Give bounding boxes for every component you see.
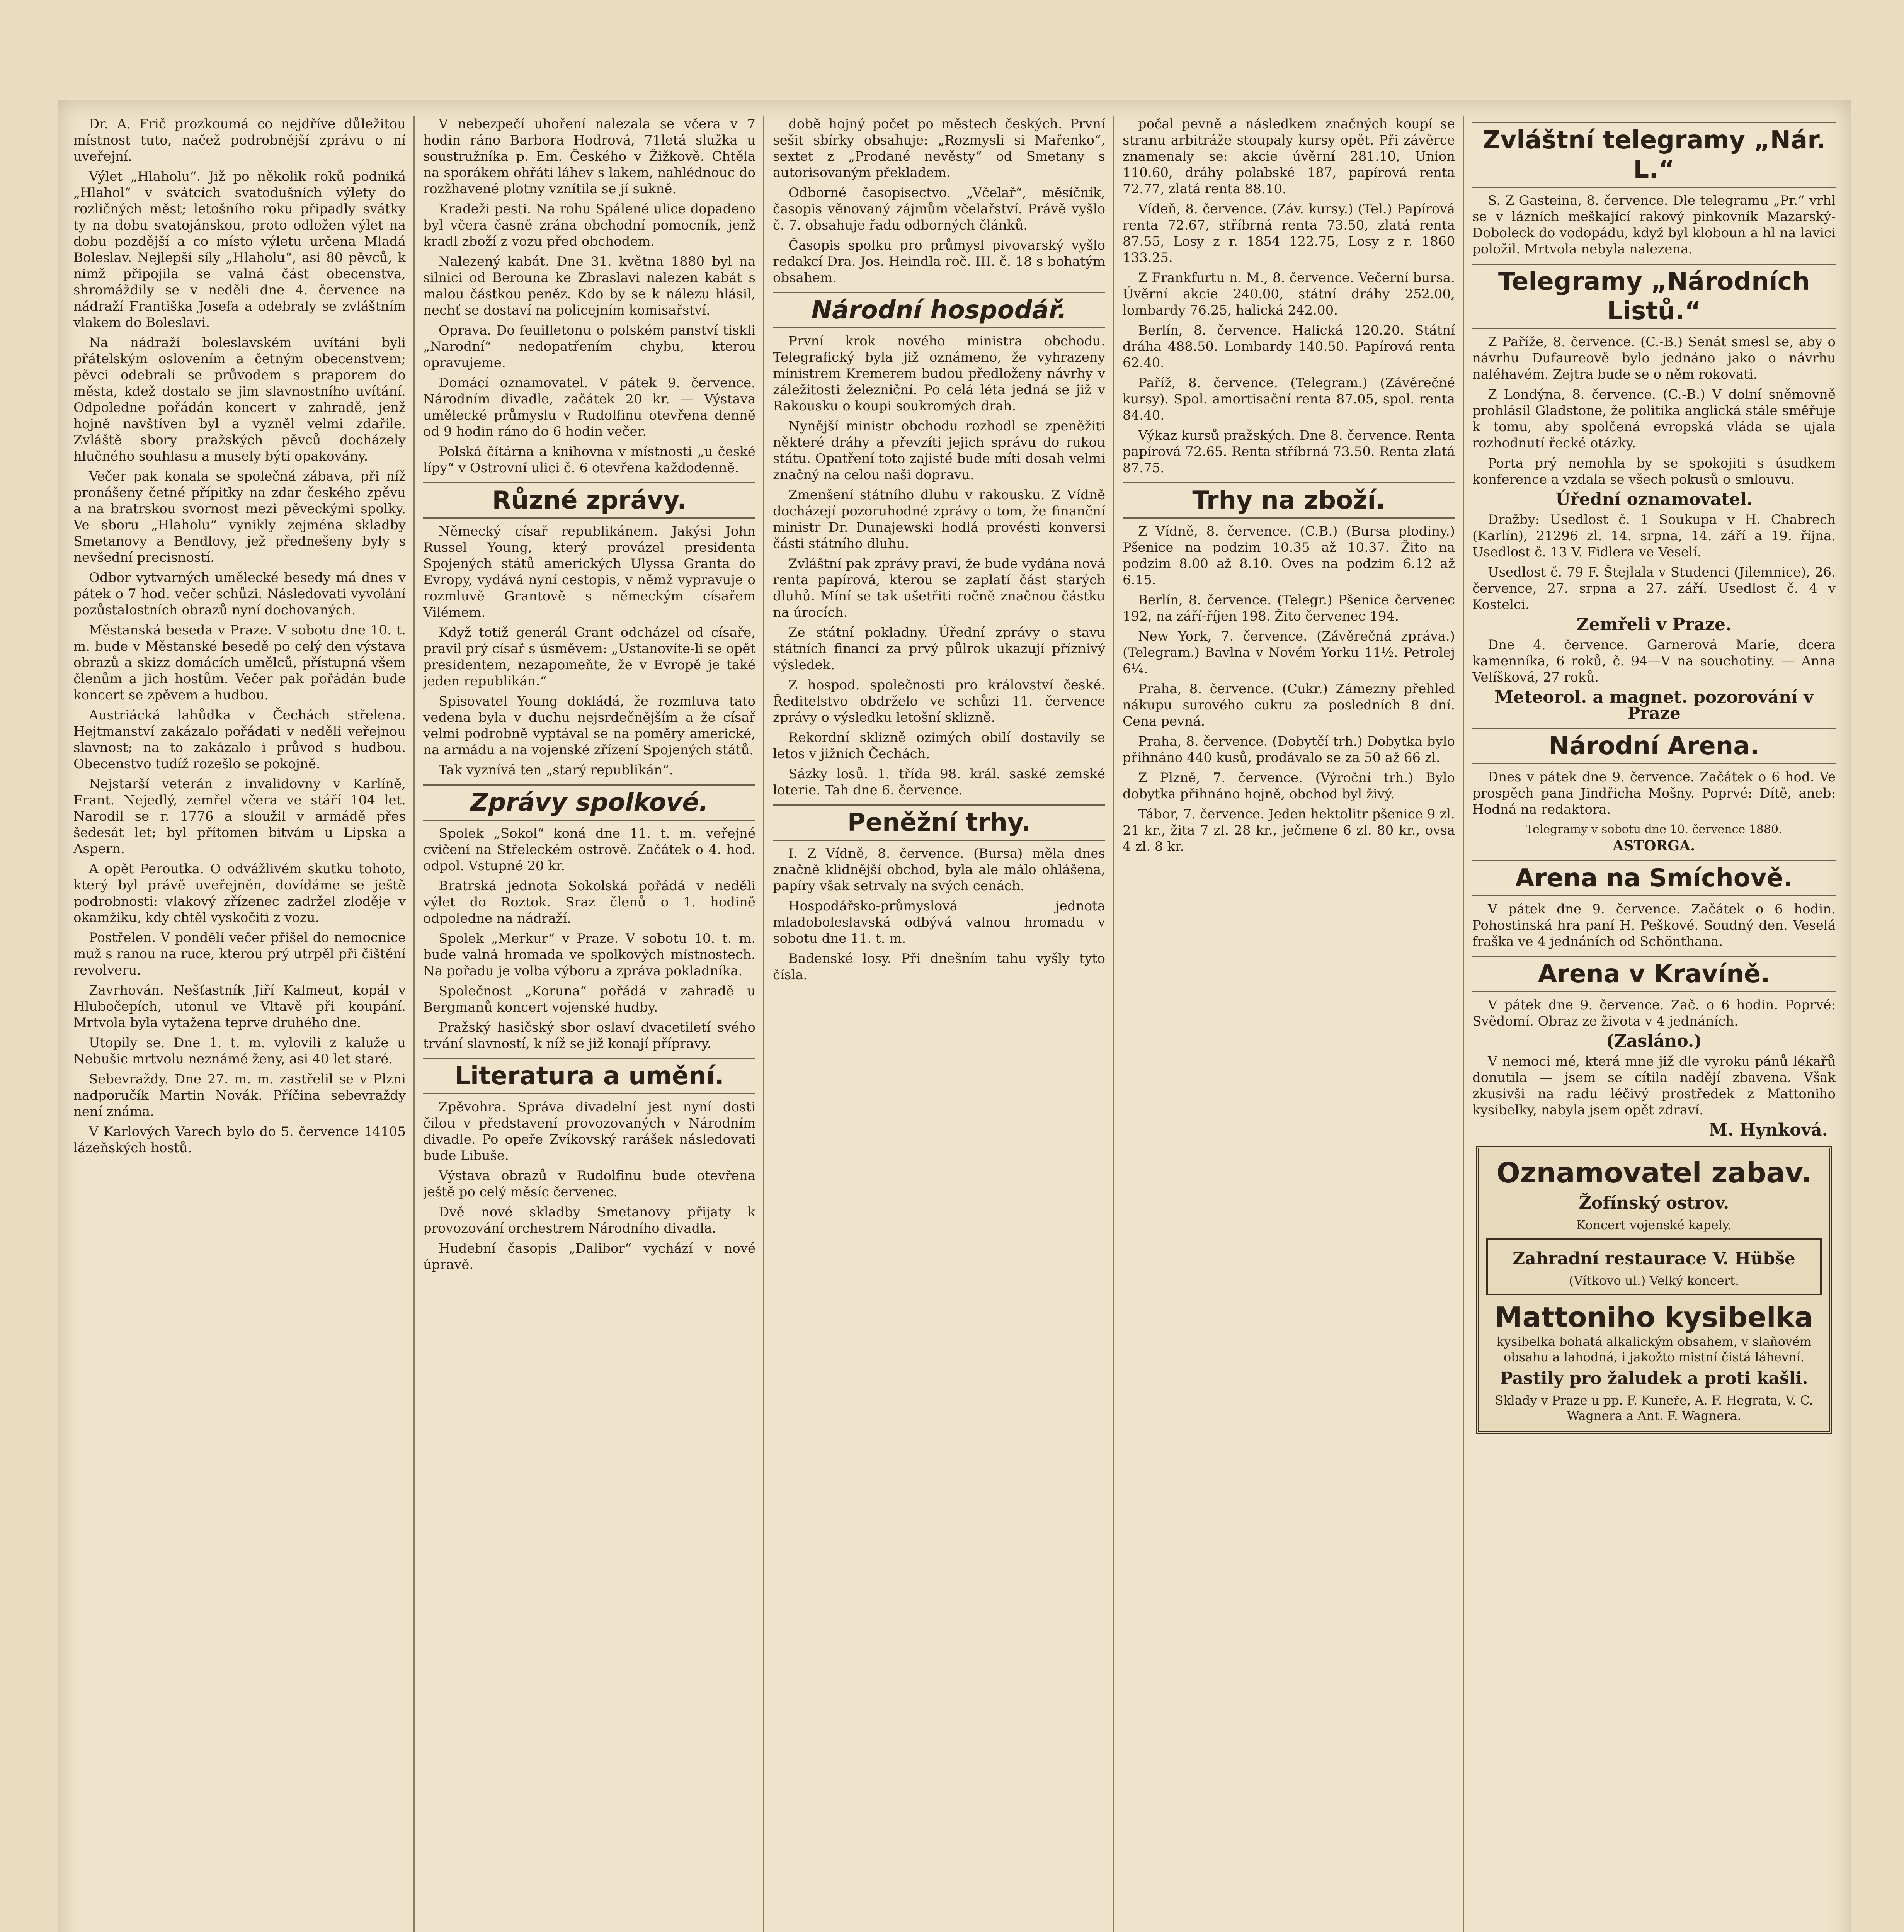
article-paragraph: Zpěvohra. Správa divadelní jest nyní dosti čilou v představení provozovaných v Národním divadle. Po opeře Zvíkovský rarášek následovati bude Libuše. <box>423 1099 755 1163</box>
deaths-text: Dne 4. července. Garnerová Marie, dcera kamenníka, 6 roků, č. 94—V na souchotiny. — Anna Velíšková, 27 roků. <box>1472 637 1836 685</box>
section-heading: Úřední oznamovatel. <box>1555 490 1753 509</box>
article-paragraph: Berlín, 8. července. Halická 120.20. Státní dráha 488.50. Lombardy 140.50. Papírová renta 62.40. <box>1123 323 1455 371</box>
ad-line: Koncert vojenské kapely. <box>1576 1218 1732 1232</box>
article-paragraph: Časopis spolku pro průmysl pivovarský vyšlo redakcí Dra. Jos. Heindla roč. III. č. 18 s bohatým obsahem. <box>773 238 1105 286</box>
ad-title: Oznamovatel zabav. <box>1496 1156 1812 1189</box>
theatre-heading: Arena na Smíchově. <box>1472 860 1836 896</box>
article-paragraph: Společnost „Koruna“ pořádá v zahradě u Bergmanů koncert vojenské hudby. <box>423 983 755 1015</box>
article-paragraph: V Karlových Varech bylo do 5. července 14105 lázeňských hostů. <box>73 1124 406 1156</box>
section-heading: Různé zprávy. <box>423 482 755 519</box>
article-paragraph: Polská čítárna a knihovna v místnosti „u české lípy“ v Ostrovní ulici č. 6 otevřena každodenně. <box>423 444 755 476</box>
section-heading: (Zasláno.) <box>1606 1031 1702 1051</box>
article-paragraph: počal pevně a následkem značných koupí se stranu arbitráže stoupaly kursy opět. Při závěrce znamenaly se: akcie úvěrní 281.10, Union 110.60, dráhy polabské 187, papírová renta 72.77, zlatá renta 88.10. <box>1123 116 1455 197</box>
telegram-name: ASTORGA. <box>1613 838 1695 854</box>
article-paragraph: Paříž, 8. července. (Telegram.) (Závěrečné kursy). Spol. amortisační renta 87.05, spol. renta 84.40. <box>1123 375 1455 423</box>
article-paragraph: Nalezený kabát. Dne 31. května 1880 byl na silnici od Berouna ke Zbraslavi nalezen kabát s malou částkou peněz. Kdo by se k nálezu hlásil, nechť se dostaví na policejním komisařství. <box>423 254 755 318</box>
article-paragraph: Badenské losy. Při dnešním tahu vyšly tyto čísla. <box>773 951 1105 983</box>
article-paragraph: Z Frankfurtu n. M., 8. července. Večerní bursa. Úvěrní akcie 240.00, státní dráhy 252.00, lombardy 76.25, halická 242.00. <box>1123 270 1455 318</box>
article-paragraph: Praha, 8. července. (Cukr.) Zámezny přehled nákupu surového cukru za posledních 8 dní. Cena pevná. <box>1123 681 1455 729</box>
article-paragraph: Dr. A. Frič prozkoumá co nejdříve důležitou místnost tuto, načež podrobnější zprávu o ní uveřejní. <box>73 116 406 164</box>
section-heading: Peněžní trhy. <box>773 804 1105 841</box>
article-paragraph: Kradeži pesti. Na rohu Spálené ulice dopadeno byl včera časně zrána obchodní pomocník, jenž kradl zboží z vozu před obchodem. <box>423 201 755 249</box>
article-paragraph: Porta prý nemohla by se spokojiti s úsudkem konference a vzdala se všech pokusů o smlouvu. <box>1472 456 1836 487</box>
article-paragraph: Berlín, 8. července. (Telegr.) Pšenice červenec 192, na září-říjen 198. Žito červenec 194. <box>1123 592 1455 624</box>
letter-signature: M. Hynková. <box>1709 1120 1828 1140</box>
article-paragraph: Pražský hasičský sbor oslaví dvacetiletí svého trvání slavností, k níž se již konají přípravy. <box>423 1020 755 1051</box>
theatre-heading: Arena v Kravíně. <box>1472 956 1836 992</box>
article-paragraph: Utopily se. Dne 1. t. m. vylovili z kaluže u Nebušic mrtvolu neznámé ženy, asi 40 let staré. <box>73 1035 406 1067</box>
column-rule <box>1113 116 1114 1932</box>
article-paragraph: Z Paříže, 8. července. (C.-B.) Senát smesl se, aby o návrhu Dufaureově bylo jednáno jako o návrhu naléhavém. Zejtra bude se o něm rokovati. <box>1472 334 1836 382</box>
ad-mattoni-title: Mattoniho kysibelka <box>1494 1301 1814 1333</box>
article-paragraph: Bratrská jednota Sokolská pořádá v neděli výlet do Roztok. Sraz členů o 1. hodině odpoledne na nádraží. <box>423 878 755 926</box>
article-paragraph: Spolek „Merkur“ v Praze. V sobotu 10. t. m. bude valná hromada ve spolkových místnostech. Na pořadu je volba výboru a zpráva pokladníka. <box>423 931 755 979</box>
article-paragraph: Z Plzně, 7. července. (Výroční trh.) Bylo dobytka přihnáno hojně, obchod byl živý. <box>1123 770 1455 802</box>
article-paragraph: Usedlost č. 79 F. Štejlala v Studenci (Jilemnice), 26. července, 27. srpna a 27. září. Usedlost č. 4 v Kostelci. <box>1472 565 1836 612</box>
telegram-date: Telegramy v sobotu dne 10. července 1880. <box>1526 823 1782 836</box>
article-paragraph: Německý císař republikánem. Jakýsi John Russel Young, který provázel presidenta Spojených států amerických Ulyssa Granta do Evropy, vydává nyní cestopis, v němž vypravuje o rozmluvě Grantově s německým císařem Vilémem. <box>423 524 755 620</box>
article-paragraph: Spisovatel Young dokládá, že rozmluva tato vedena byla v duchu nejsrdečnějším a že císař velmi podrobně vyptával se na poměry americké, na armádu a na vojenské zřízení Spojených států. <box>423 694 755 758</box>
article-paragraph: New York, 7. července. (Závěrečná zpráva.) (Telegram.) Bavlna v Novém Yorku 11¹⁄₂. Petrolej 6¹⁄₄. <box>1123 629 1455 677</box>
article-paragraph: Výlet „Hlaholu“. Již po několik roků podniká „Hlahol“ v svátcích svatodušních výlety do rozličných měst; letošního roku připadly svátky ty na dobu svatojánskou, proto odložen výlet na dobu pozdější a co místo výletu určena Mladá Boleslav. Nejlepší síly „Hlaholu“, asi 80 pěvců, k nimž připojila se valná část obecenstva, shromáždily se v neděli dne 4. července na nádraží Františka Josefa a odebraly se zvláštním vlakem do Boleslavi. <box>73 169 406 330</box>
theatre-text: V pátek dne 9. července. Zač. o 6 hodin. Poprvé: Svědomí. Obraz ze života v 4 jednáních. <box>1472 997 1836 1029</box>
article-paragraph: Na nádraží boleslavském uvítáni byli přátelským oslovením a četným obecenstvem; pěvci odebrali se průvodem s praporem do města, kdež dostalo se jim slavnostního uvítání. Odpoledne pořádán koncert v zahradě, jenž hojně navštíven byl a vyzněl velmi zdařile. Zvláště sbory pražských pěvců docházely hlučného souhlasu a musely býti opakovány. <box>73 335 406 464</box>
article-paragraph: Odbor vytvarných umělecké besedy má dnes v pátek o 7 hod. večer schůzi. Následovati vyvolání pozůstalostních obrazů nyní dochovaných. <box>73 570 406 618</box>
article-paragraph: době hojný počet po městech českých. První sešit sbírky obsahuje: „Rozmysli si Mařenko“, sextet z „Prodané nevěsty“ od Smetany s autorisovaným překladem. <box>773 116 1105 180</box>
article-paragraph: Dvě nové skladby Smetanovy přijaty k provozování orchestrem Národního divadla. <box>423 1204 755 1236</box>
section-heading: Meteorol. a magnet. pozorování v Praze <box>1494 687 1814 723</box>
ad-line: kysibelka bohatá alkalickým obsahem, v slaňovém obsahu a lahodná, i jakožto mistní čistá láhevní. <box>1496 1334 1812 1364</box>
article-paragraph: Domácí oznamovatel. V pátek 9. července. Národním divadle, začátek 20 kr. — Výstava umělecké průmyslu v Rudolfinu otevřena denně od 9 hodin ráno do 6 hodin večer. <box>423 375 755 439</box>
article-paragraph: První krok nového ministra obchodu. Telegrafický byla již oznámeno, že vyhrazeny ministrem Kremerem budou předloženy návrhy v záležitosti železniční. Po celá léta jedná se již v Rakousku o koupi soukromých drah. <box>773 333 1105 414</box>
article-paragraph: Nynější ministr obchodu rozhodl se zpeněžiti některé dráhy a převzíti jejich správu do rukou státu. Opatření toto zajisté bude míti dosah velmi značný na celou naši dopravu. <box>773 418 1105 483</box>
article-paragraph: Oprava. Do feuilletonu o polském panství tiskli „Narodní“ nedopatřením chybu, kterou opravujeme. <box>423 323 755 371</box>
article-paragraph: Výstava obrazů v Rudolfinu bude otevřena ještě po celý měsíc červenec. <box>423 1168 755 1200</box>
section-heading: Literatura a umění. <box>423 1058 755 1094</box>
article-paragraph: Městanská beseda v Praze. V sobotu dne 10. t. m. bude v Městanské besedě po celý den výstava obrazů a skizz domácích umělců, přístupná všem členům a jich hostům. Večer pak pořádán bude koncert se zpěvem a hudbou. <box>73 622 406 703</box>
article-paragraph: I. Z Vídně, 8. července. (Bursa) měla dnes značně klidnější obchod, byla ale málo ohlášena, papíry však setrvaly na svých cenách. <box>773 846 1105 894</box>
newspaper-page <box>58 100 1851 1932</box>
column-2 <box>423 116 755 1932</box>
article-paragraph: Z hospod. společnosti pro království české. Ředitelstvo obdrželo ve schůzi 11. července zprávy o výsledku letošní sklizně. <box>773 677 1105 725</box>
ad-inner-box <box>1486 1238 1822 1295</box>
article-paragraph: Sázky losů. 1. třída 98. král. saské zemské loterie. Tah dne 6. července. <box>773 766 1105 798</box>
article-paragraph: V nebezpečí uhoření nalezala se včera v 7 hodin ráno Barbora Hodrová, 71letá služka u soustružníka p. Em. Českého v Žižkově. Chtěla na sporákem ohřáti láhev s lakem, nahlédnouc do rozžhavené plotny vznítila se jí sukně. <box>423 116 755 197</box>
telegram-heading: Zvláštní telegramy „Nár. L.“ <box>1472 122 1836 188</box>
article-paragraph: Zavrhován. Nešťastník Jiří Kalmeut, kopál v Hlubočepích, utonul ve Vltavě při koupání. Mrtvola byla vytažena teprve druhého dne. <box>73 983 406 1031</box>
column-rule <box>413 116 415 1932</box>
article-paragraph: Hudební časopis „Dalibor“ vychází v nové úpravě. <box>423 1241 755 1272</box>
article-paragraph: Postřelen. V pondělí večer přišel do nemocnice muž s ranou na ruce, kterou prý utrpěl při čištění revolveru. <box>73 930 406 978</box>
ad-line: Sklady v Praze u pp. F. Kuneře, A. F. Hegrata, V. C. Wagnera a Ant. F. Wagnera. <box>1495 1393 1813 1423</box>
article-paragraph: Sebevraždy. Dne 27. m. m. zastřelil se v Plzni nadporučík Martin Novák. Příčina sebevraždy není známa. <box>73 1071 406 1119</box>
article-paragraph: Rekordní sklizně ozimých obilí dostavily se letos v jižních Čechách. <box>773 730 1105 762</box>
column-rule <box>763 116 764 1932</box>
article-paragraph: Hospodářsko-průmyslová jednota mladoboleslavská odbývá valnou hromadu v sobotu dne 11. t. m. <box>773 898 1105 946</box>
article-paragraph: Praha, 8. července. (Dobytčí trh.) Dobytka bylo přihnáno 440 kusů, prodávalo se za 50 až 66 zl. <box>1123 734 1455 765</box>
article-paragraph: Spolek „Sokol“ koná dne 11. t. m. veřejné cvičení na Střeleckém ostrově. Začátek o 4. hod. odpol. Vstupné 20 kr. <box>423 826 755 874</box>
telegram-heading: Telegramy „Národních Listů.“ <box>1472 264 1836 329</box>
column-4 <box>1123 116 1455 1932</box>
article-paragraph: Zvláštní pak zprávy praví, že bude vydána nová renta papírová, kterou se zaplatí část starých dluhů. Míní se tak ušetřiti ročně značnou částku na úrocích. <box>773 556 1105 620</box>
article-paragraph: A opět Peroutka. O odvážlivém skutku tohoto, který byl právě uveřejněn, dovídáme se ještě podrobnosti: vlakový zřízenec zadržel zloděje v okamžiku, kdy chtěl vyskočiti z vozu. <box>73 861 406 925</box>
column-3 <box>773 116 1105 1932</box>
theatre-text: Dnes v pátek dne 9. července. Začátek o 6 hod. Ve prospěch pana Jindřicha Mošny. Poprvé: Dítě, aneb: Hodná na redaktora. <box>1472 769 1836 817</box>
article-paragraph: Vídeň, 8. července. (Záv. kursy.) (Tel.) Papírová renta 72.67, stříbrná renta 73.50, zlatá renta 87.55, Losy z r. 1854 122.75, Losy z r. 1860 133.25. <box>1123 201 1455 265</box>
section-heading: Trhy na zboží. <box>1123 482 1455 519</box>
section-heading: Zemřeli v Praze. <box>1576 615 1732 634</box>
column-rule <box>1463 116 1464 1932</box>
ad-line: (Vítkovo ul.) Velký koncert. <box>1569 1273 1739 1288</box>
article-paragraph: Výkaz kursů pražských. Dne 8. července. Renta papírová 72.65. Renta stříbrná 73.50. Renta zlatá 87.75. <box>1123 428 1455 476</box>
ad-line: Pastily pro žaludek a proti kašli. <box>1500 1369 1808 1388</box>
article-paragraph: Austriácká lahůdka v Čechách střelena. Hejtmanství zakázalo pořádati v neděli veřejnou slavnost; na to zakázalo i průvod s hudbou. Obecenstvo tudíž rozešlo se pokojně. <box>73 707 406 772</box>
column-5 <box>1472 116 1836 1932</box>
telegram-text: S. Z Gasteina, 8. července. Dle telegramu „Pr.“ vrhl se v lázních meškající rakový pinkovník Mazarský-Doboleck do vodopádu, když byl kloboun a hl na lavici položil. Mrtvola nebyla nalezena. <box>1472 193 1836 257</box>
theatre-heading: Národní Arena. <box>1472 728 1836 764</box>
theatre-text: V pátek dne 9. července. Začátek o 6 hodin. Pohostinská hra paní H. Peškové. Soudný den. Veselá fraška ve 4 jednáních od Schönthana. <box>1472 901 1836 949</box>
section-heading: Zprávy spolkové. <box>423 784 755 821</box>
column-1 <box>73 116 406 1932</box>
article-paragraph: Z Vídně, 8. července. (C.B.) (Bursa plodiny.) Pšenice na podzim 10.35 až 10.37. Žito na podzim 8.00 až 8.10. Oves na podzim 6.12 až 6.15. <box>1123 524 1455 588</box>
advertisement-box <box>1476 1146 1832 1434</box>
article-paragraph: Zmenšení státního dluhu v rakousku. Z Vídně docházejí pozoruhodné zprávy o tom, že finanční ministr Dr. Dunajewski hodlá provésti konversi části státního dluhu. <box>773 487 1105 551</box>
article-paragraph: Když totiž generál Grant odcházel od císaře, pravil prý císař s úsměvem: „Ustanovíte-li se opět presidentem, nezapomeňte, že v Evropě je také jeden republikán.“ <box>423 625 755 689</box>
article-paragraph: Večer pak konala se společná zábava, při níž pronášeny četné přípitky na zdar českého zpěvu a na bratrskou svornost mezi pěveckými spolky. Ve sboru „Hlaholu“ vynikly zejména skladby Smetanovy a Bendlovy, jež přednešeny byly s nevšední precisností. <box>73 469 406 565</box>
ad-line: Žofínský ostrov. <box>1579 1193 1729 1213</box>
article-paragraph: Tábor, 7. července. Jeden hektolitr pšenice 9 zl. 21 kr., žita 7 zl. 28 kr., ječmene 6 zl. 80 kr., ovsa 4 zl. 8 kr. <box>1123 806 1455 854</box>
article-paragraph: Tak vyznívá ten „starý republikán“. <box>439 762 674 778</box>
article-paragraph: Z Londýna, 8. července. (C.-B.) V dolní sněmovně prohlásil Gladstone, že politika anglická stále směřuje k tomu, aby spolčená evropská vláda se ujala rozhodnutí řecké otázky. <box>1472 387 1836 451</box>
ad-line: Zahradní restaurace V. Hübše <box>1513 1249 1795 1269</box>
article-paragraph: Odborné časopisectvo. „Včelař“, měsíčník, časopis věnovaný zájmům včelařství. Právě vyšlo č. 7. obsahuje řadu odborných článků. <box>773 185 1105 233</box>
article-paragraph: Ze státní pokladny. Úřední zprávy o stavu státních financí za prvý půlrok ukazují příznivý výsledek. <box>773 625 1105 673</box>
article-paragraph: Dražby: Usedlost č. 1 Soukupa v H. Chabrech (Karlín), 21296 zl. 14. srpna, 14. září a 19. října. Usedlost č. 13 V. Fidlera ve Veselí. <box>1472 512 1836 560</box>
article-paragraph: Nejstarší veterán z invalidovny v Karlíně, Frant. Nejedlý, zemřel včera ve stáří 104 let. Narodil se r. 1776 a sloužil v armádě přes šedesát let; byl přítomen bitvám u Lipska a Aspern. <box>73 776 406 857</box>
letter-text: V nemoci mé, která mne již dle vyroku pánů lékařů donutila — jsem se cítila nadějí zbavena. Však zkusivši na radu léčivý prostředek z Mattoniho kysibelky, nabyla jsem opět zdraví. <box>1472 1054 1836 1118</box>
section-heading: Národní hospodář. <box>773 292 1105 328</box>
